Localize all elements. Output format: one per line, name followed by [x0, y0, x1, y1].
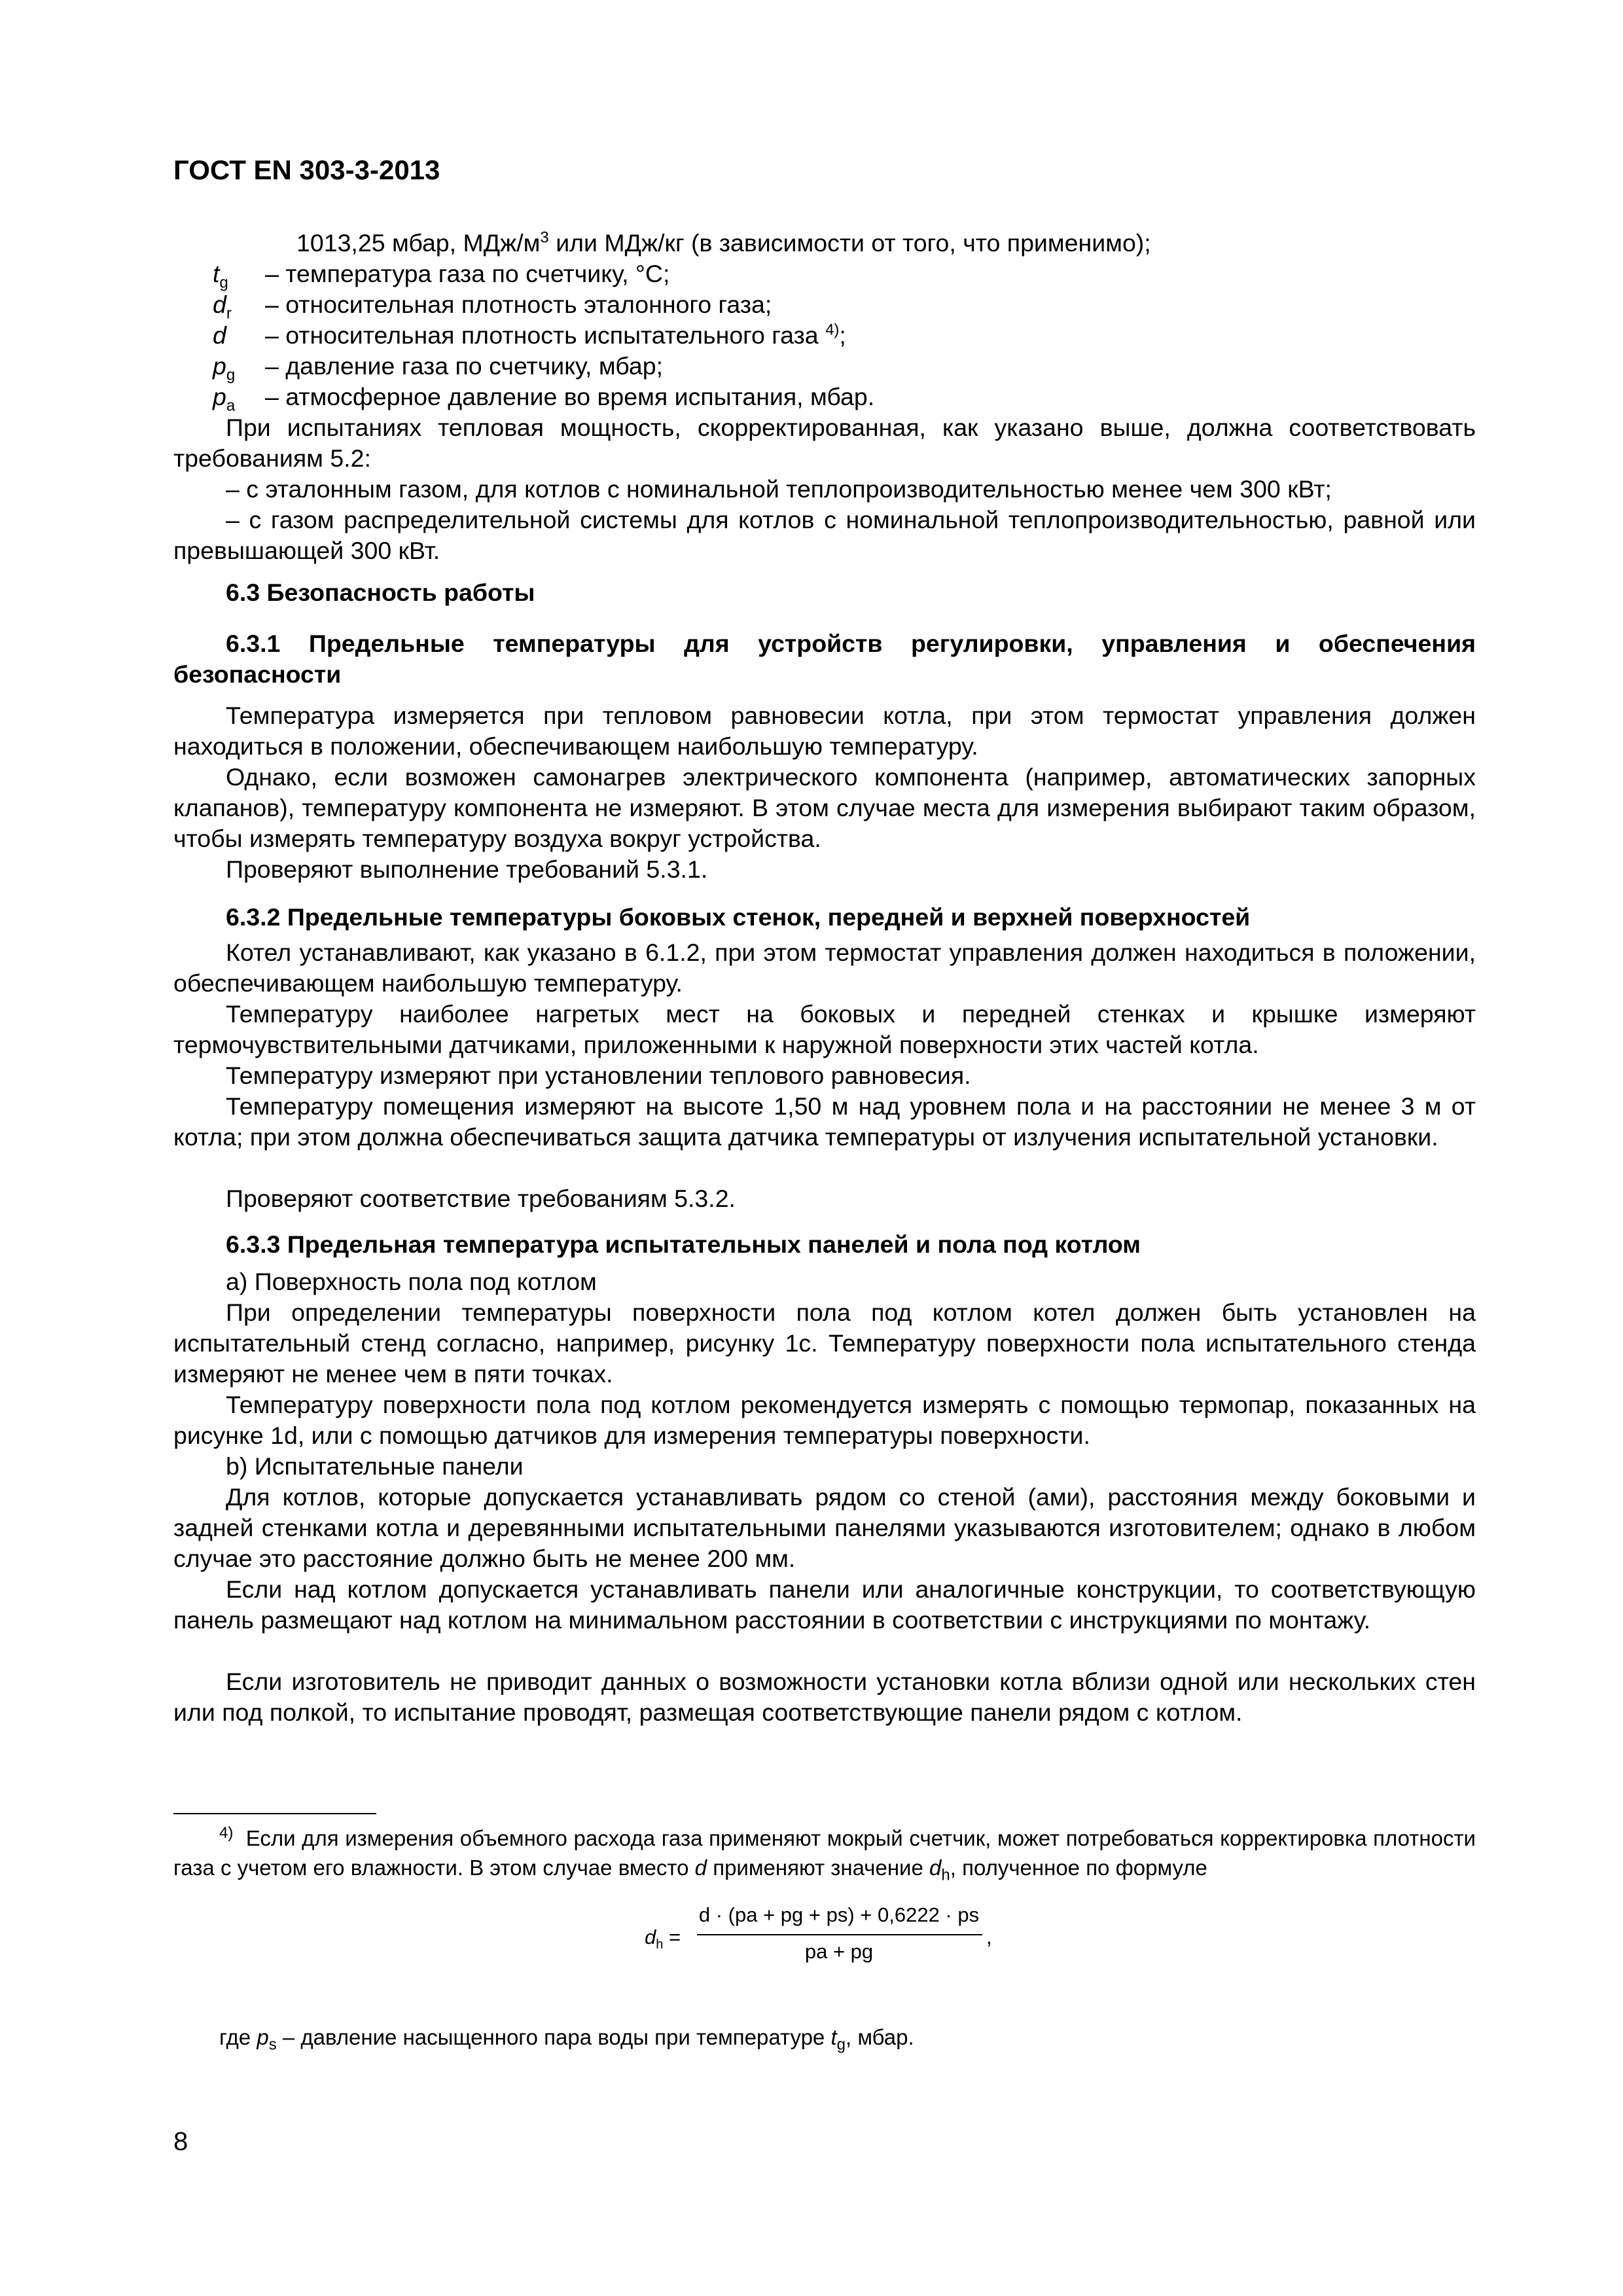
paragraph: Температура измеряется при тепловом равновесии котла, при этом термостат управления должен находиться в положении, обеспечивающем наибольшую температуру.	[173, 702, 1476, 760]
paragraph: Если над котлом допускается устанавливать панели или аналогичные конструкции, то соответствующую панель размещают над котлом на минимальном расстоянии в соответствии с инструкциями по монтажу.	[173, 1575, 1476, 1634]
paragraph: Проверяют выполнение требований 5.3.1.	[226, 855, 708, 883]
paragraph: Температуру помещения измеряют на высоте 1,50 м над уровнем пола и на расстоянии не менее 3 м от котла; при этом должна обеспечиваться защита датчика температуры от излучения испытательной установки.	[173, 1092, 1476, 1151]
page-number: 8	[173, 2127, 188, 2156]
definition-symbol: $p_g$	[213, 352, 236, 384]
paragraph: – с газом распределительной системы для котлов с номинальной теплопроизводительностью, равной или превышающей 300 кВт.	[173, 506, 1476, 564]
paragraph: – с эталонным газом, для котлов с номинальной теплопроизводительностью менее чем 300 кВт;	[226, 475, 1332, 503]
section-heading: 6.3 Безопасность работы	[226, 579, 535, 606]
list-item-label: b) Испытательные панели	[226, 1452, 524, 1480]
paragraph: Температуру поверхности пола под котлом рекомендуется измерять с помощью термопар, показанных на рисунке 1d, или с помощью датчиков для измерения температуры поверхности.	[173, 1391, 1476, 1449]
definition-text: – давление газа по счетчику, мбар;	[265, 352, 663, 380]
main-text	[173, 0, 1476, 1806]
footnote-separator	[173, 1813, 376, 1814]
definition-text: – относительная плотность эталонного газа;	[265, 291, 772, 318]
definition-text: – атмосферное давление во время испытания, мбар.	[265, 383, 875, 410]
paragraph: Котел устанавливают, как указано в 6.1.2, при этом термостат управления должен находиться в положении, обеспечивающем наибольшую температуру.	[173, 939, 1476, 997]
paragraph: Если изготовитель не приводит данных о возможности установки котла вблизи одной или нескольких стен или под полкой, то испытание проводят, размещая соответствующие панели рядом с котлом.	[173, 1668, 1476, 1726]
footnote-where-clause: где $p_s$ – давление насыщенного пара воды при температуре $t_g$, мбар.	[219, 2025, 914, 2054]
list-item-label: a) Поверхность пола под котлом	[226, 1268, 597, 1295]
subsection-heading: 6.3.2 Предельные температуры боковых стенок, передней и верхней поверхностей	[226, 903, 1251, 931]
definition-text: – температура газа по счетчику, °C;	[265, 260, 670, 287]
definition-symbol: $p_a$	[213, 383, 236, 415]
formula-lhs: $d_h$ =	[645, 1926, 681, 1952]
fraction-bar	[697, 1934, 982, 1935]
paragraph: Однако, если возможен самонагрев электрического компонента (например, автоматических запорных клапанов), температуру компонента не измеряют. В этом случае места для измерения выбирают таким образом, чтобы измерять температуру воздуха вокруг устройства.	[173, 763, 1476, 852]
paragraph: Температуру измеряют при установлении теплового равновесия.	[226, 1062, 971, 1089]
definition-units-text: 1013,25 мбар, МДж/м	[296, 229, 541, 257]
paragraph: Проверяют соответствие требованиям 5.3.2.	[226, 1185, 736, 1212]
formula-comma: ,	[986, 1926, 992, 1948]
formula-numerator: d · (pa + pg + ps) + 0,6222 · ps	[698, 1903, 980, 1926]
footnote-mark: 4)	[219, 1824, 234, 1842]
paragraph: При испытаниях тепловая мощность, скорректированная, как указано выше, должна соответствовать требованиям 5.2:	[173, 414, 1476, 472]
subsection-heading: 6.3.3 Предельная температура испытательных панелей и пола под котлом	[226, 1230, 1141, 1258]
paragraph: Температуру наиболее нагретых мест на боковых и передней стенках и крышке измеряют термочувствительными датчиками, приложенными к наружной поверхности этих частей котла.	[173, 1000, 1476, 1058]
definition-symbol: $t_g$	[213, 260, 228, 292]
footnote	[173, 1823, 1476, 1882]
paragraph: При определении температуры поверхности пола под котлом котел должен быть установлен на испытательный стенд согласно, например, рисунку 1c. Температуру поверхности пола испытательного стенда измеряют не менее чем в пяти точках.	[173, 1299, 1476, 1388]
document-header: ГОСТ EN 303-3-2013	[173, 154, 440, 185]
formula-denominator: pa + pg	[804, 1940, 874, 1963]
definition-symbol: $d_r$	[213, 291, 232, 323]
footnote-reference: 4)	[825, 321, 840, 339]
subsection-heading: 6.3.1 Предельные температуры для устройств регулировки, управления и обеспечения безопасности	[173, 630, 1476, 688]
footnote-text: $^{4)}$ Если для измерения объемного расхода газа применяют мокрый счетчик, может потребоваться корректировка плотности газа с учетом его влажности. В этом случае вместо d применяют значение $d_h$, полученное по формуле	[173, 1824, 1476, 1884]
paragraph: Для котлов, которые допускается устанавливать рядом со стеной (ами), расстояния между боковыми и задней стенками котла и деревянными испытательными панелями указываются изготовителем; однако в любом случае это расстояние должно быть не менее 200 мм.	[173, 1483, 1476, 1572]
definition-symbol: d	[213, 321, 226, 349]
definition-text: – относительная плотность испытательного газа $^{4)}$;	[265, 321, 846, 349]
definition-units-exponent: 3	[540, 228, 549, 247]
definition-units-rest: или МДж/кг (в зависимости от того, что применимо);	[548, 229, 1151, 257]
